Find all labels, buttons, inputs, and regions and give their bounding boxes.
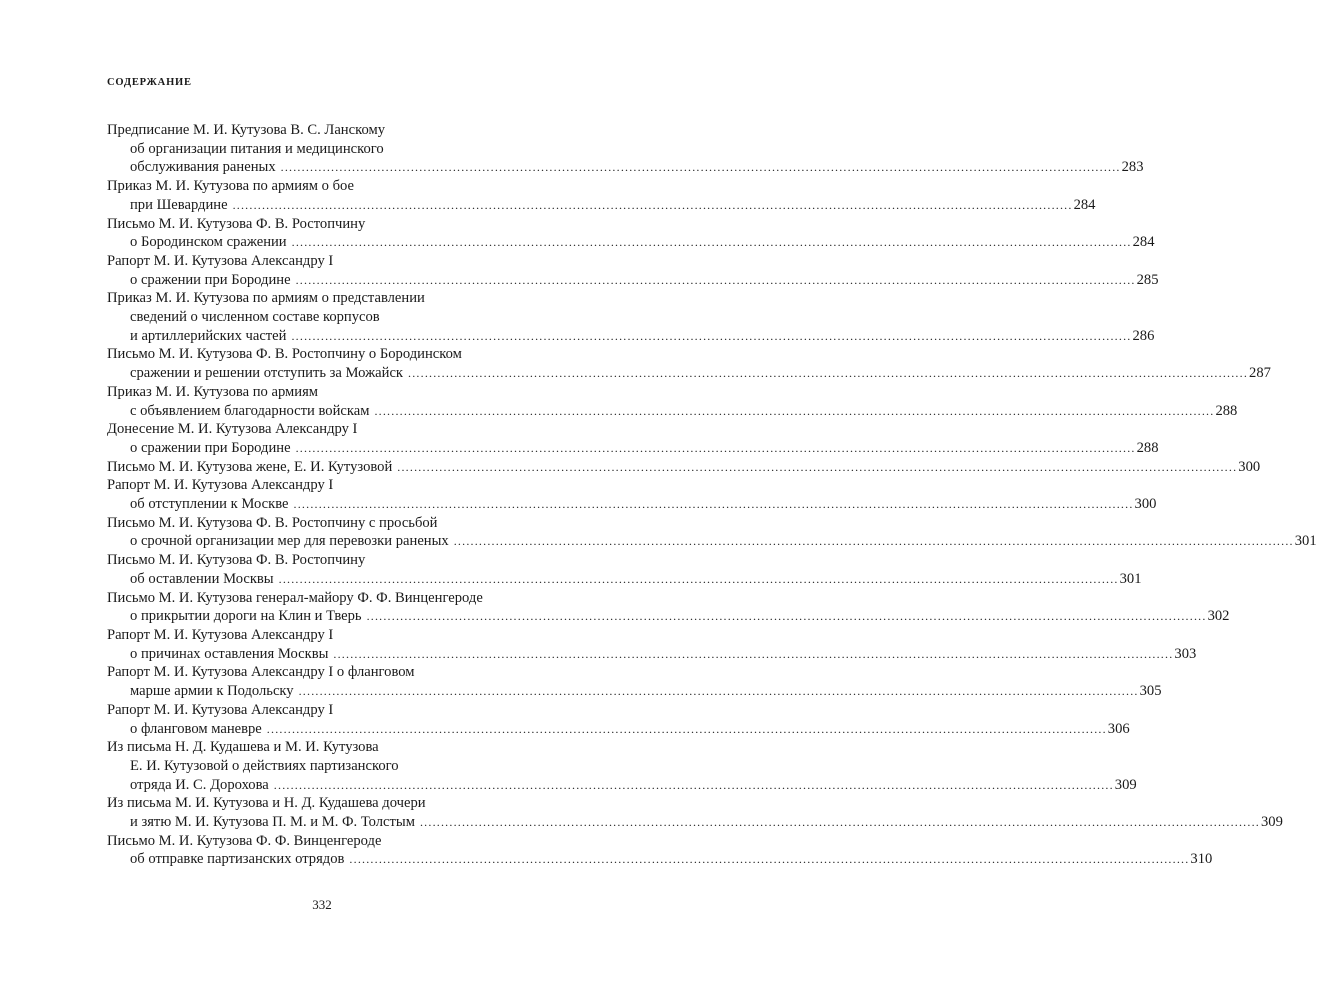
toc-entry-line (107, 532, 1317, 551)
dot-leader: ........................................................................................................................................................................................................ (408, 366, 1249, 381)
toc-entry-line (107, 663, 577, 682)
dot-leader: ........................................................................................................................................................................................................ (295, 272, 1136, 287)
toc-entry-text: сражении и решении отступить за Можайск (130, 365, 404, 382)
toc-page-number: 285 (1136, 271, 1159, 288)
toc-entry-line (107, 607, 1230, 626)
toc-entry-line (107, 252, 577, 271)
toc-entry-line (107, 271, 1159, 290)
toc-entry-line (107, 514, 577, 533)
toc-entry (107, 551, 1142, 588)
dot-leader: ........................................................................................................................................................................................................ (293, 497, 1134, 512)
toc-entry-text: об оставлении Москвы (130, 570, 274, 587)
toc-entry-text: Рапорт М. И. Кутузова Александру I (107, 477, 334, 494)
dot-leader: ........................................................................................................................................................................................................ (273, 777, 1114, 792)
toc-entry-text: марше армии к Подольску (130, 683, 294, 700)
toc-entry-line (107, 757, 577, 776)
toc-entry (107, 832, 1213, 869)
toc-entry-line (107, 738, 577, 757)
toc-page-number: 300 (1238, 458, 1261, 475)
toc-page-number: 309 (1114, 776, 1137, 793)
toc-entry-line (107, 420, 577, 439)
toc-entry-text: обслуживания раненых (130, 159, 276, 176)
toc-entry (107, 177, 1096, 214)
toc-entry-line (107, 832, 577, 851)
toc-entry (107, 345, 1271, 382)
toc-entry-line (107, 327, 1155, 346)
dot-leader: ........................................................................................................................................................................................................ (453, 534, 1294, 549)
toc-entry-text: Письмо М. И. Кутузова Ф. В. Ростопчину (107, 215, 366, 232)
dot-leader: ........................................................................................................................................................................................................ (298, 684, 1139, 699)
toc-entry (107, 701, 1130, 738)
toc-entry-line (107, 645, 1197, 664)
dot-leader: ........................................................................................................................................................................................................ (278, 571, 1119, 586)
contents-heading: СОДЕРЖАНИЕ (107, 77, 192, 88)
dot-leader: ........................................................................................................................................................................................................ (374, 403, 1215, 418)
toc-entry-line (107, 345, 577, 364)
toc-entry-text: Письмо М. И. Кутузова Ф. В. Ростопчину с просьбой (107, 514, 438, 531)
toc-entry-line (107, 158, 1144, 177)
table-of-contents (107, 121, 1317, 869)
toc-entry-line (107, 177, 577, 196)
toc-entry-line (107, 476, 577, 495)
toc-entry-line (107, 495, 1157, 514)
toc-entry-text: о срочной организации мер для перевозки раненых (130, 533, 449, 550)
toc-page-number: 284 (1132, 234, 1155, 251)
toc-page-number: 306 (1107, 720, 1130, 737)
toc-entry-line (107, 458, 1261, 477)
toc-entry-text: об отправке партизанских отрядов (130, 851, 345, 868)
toc-page-number: 305 (1139, 683, 1162, 700)
dot-leader: ........................................................................................................................................................................................................ (291, 235, 1132, 250)
dot-leader: ........................................................................................................................................................................................................ (280, 160, 1121, 175)
toc-entry-line (107, 140, 577, 159)
toc-entry-text: Приказ М. И. Кутузова по армиям о бое (107, 178, 355, 195)
toc-entry-text: Рапорт М. И. Кутузова Александру I (107, 701, 334, 718)
toc-entry (107, 738, 1137, 794)
toc-entry-text: отряда И. С. Дорохова (130, 776, 269, 793)
toc-page-number: 284 (1073, 196, 1096, 213)
toc-entry-line (107, 720, 1130, 739)
toc-entry-text: Рапорт М. И. Кутузова Александру I о фланговом (107, 664, 415, 681)
dot-leader: ........................................................................................................................................................................................................ (419, 815, 1260, 830)
toc-page-number: 287 (1249, 365, 1271, 382)
toc-entry-line (107, 196, 1096, 215)
toc-entry-line (107, 402, 1238, 421)
toc-entry-text: Приказ М. И. Кутузова по армиям о представлении (107, 290, 425, 307)
toc-entry (107, 383, 1238, 420)
toc-entry-line (107, 850, 1213, 869)
toc-entry-text: о сражении при Бородине (130, 271, 291, 288)
toc-entry (107, 121, 1144, 177)
toc-entry-text: об организации питания и медицинского (130, 140, 384, 157)
toc-page-number: 301 (1294, 533, 1317, 550)
toc-entry-text: с объявлением благодарности войскам (130, 402, 370, 419)
toc-entry-text: о причинах оставления Москвы (130, 645, 329, 662)
toc-entry-text: о фланговом маневре (130, 720, 262, 737)
toc-entry-line (107, 551, 577, 570)
toc-entry-line (107, 701, 577, 720)
dot-leader: ........................................................................................................................................................................................................ (295, 440, 1136, 455)
dot-leader: ........................................................................................................................................................................................................ (397, 459, 1238, 474)
toc-entry-line (107, 570, 1142, 589)
toc-entry-line (107, 289, 577, 308)
toc-entry-text: Предписание М. И. Кутузова В. С. Ланскому (107, 122, 385, 138)
toc-page-number: 286 (1132, 327, 1155, 344)
toc-entry (107, 215, 1155, 252)
toc-entry-text: Рапорт М. И. Кутузова Александру I (107, 252, 334, 269)
toc-entry-text: Приказ М. И. Кутузова по армиям (107, 383, 319, 400)
toc-entry-line (107, 383, 577, 402)
toc-entry (107, 458, 1261, 477)
toc-entry-text: Рапорт М. И. Кутузова Александру I (107, 626, 334, 643)
toc-entry-text: Из письма М. И. Кутузова и Н. Д. Кудашева дочери (107, 795, 426, 812)
page-number: 332 (312, 897, 332, 912)
toc-entry-text: о прикрытии дороги на Клин и Тверь (130, 608, 362, 625)
toc-entry-line (107, 308, 577, 327)
toc-entry (107, 289, 1155, 345)
toc-entry-line (107, 682, 1162, 701)
toc-entry-text: и артиллерийских частей (130, 327, 287, 344)
toc-entry-text: о Бородинском сражении (130, 234, 287, 251)
toc-entry-text: и зятю М. И. Кутузова П. М. и М. Ф. Толстым (130, 814, 415, 831)
toc-entry-text: сведений о численном составе корпусов (130, 309, 380, 326)
toc-entry (107, 663, 1162, 700)
toc-entry-text: Донесение М. И. Кутузова Александру I (107, 421, 358, 438)
toc-entry-text: об отступлении к Москве (130, 496, 289, 513)
toc-page-number: 303 (1174, 645, 1197, 662)
toc-entry-text: Из письма Н. Д. Кудашева и М. И. Кутузова (107, 739, 379, 756)
toc-entry (107, 252, 1159, 289)
toc-entry-line (107, 813, 1283, 832)
toc-entry-text: Письмо М. И. Кутузова генерал-майору Ф. Ф. Винценгероде (107, 589, 483, 606)
toc-entry-text: Письмо М. И. Кутузова Ф. В. Ростопчину (107, 552, 366, 569)
dot-leader: ........................................................................................................................................................................................................ (291, 328, 1132, 343)
toc-page-number: 302 (1207, 608, 1230, 625)
toc-entry (107, 589, 1230, 626)
dot-leader: ........................................................................................................................................................................................................ (333, 646, 1174, 661)
toc-page-number: 300 (1134, 496, 1157, 513)
toc-entry-line (107, 589, 577, 608)
toc-entry (107, 794, 1283, 831)
toc-entry-text: Письмо М. И. Кутузова жене, Е. И. Кутузовой (107, 458, 393, 475)
toc-page-number: 310 (1190, 851, 1213, 868)
toc-entry-text: Письмо М. И. Кутузова Ф. В. Ростопчину о Бородинском (107, 346, 462, 363)
toc-page-number: 288 (1215, 402, 1238, 419)
toc-page-number: 309 (1260, 814, 1283, 831)
toc-entry-line (107, 233, 1155, 252)
dot-leader: ........................................................................................................................................................................................................ (349, 852, 1190, 867)
toc-entry-line (107, 121, 577, 140)
toc-entry (107, 514, 1317, 551)
toc-page-number: 288 (1136, 439, 1159, 456)
toc-entry-text: о сражении при Бородине (130, 439, 291, 456)
toc-page-number: 301 (1119, 570, 1142, 587)
toc-entry-line (107, 794, 577, 813)
toc-entry-text: Е. И. Кутузовой о действиях партизанского (130, 757, 399, 774)
dot-leader: ........................................................................................................................................................................................................ (266, 721, 1107, 736)
toc-entry (107, 476, 1157, 513)
toc-entry-line (107, 215, 577, 234)
dot-leader: ........................................................................................................................................................................................................ (232, 197, 1073, 212)
toc-entry-line (107, 776, 1137, 795)
dot-leader: ........................................................................................................................................................................................................ (366, 609, 1207, 624)
toc-entry (107, 420, 1159, 457)
toc-entry-line (107, 626, 577, 645)
toc-entry-text: при Шевардине (130, 196, 228, 213)
toc-page-number: 283 (1121, 159, 1144, 176)
toc-entry-line (107, 364, 1271, 383)
toc-entry (107, 626, 1197, 663)
toc-entry-text: Письмо М. И. Кутузова Ф. Ф. Винценгероде (107, 832, 382, 849)
toc-entry-line (107, 439, 1159, 458)
